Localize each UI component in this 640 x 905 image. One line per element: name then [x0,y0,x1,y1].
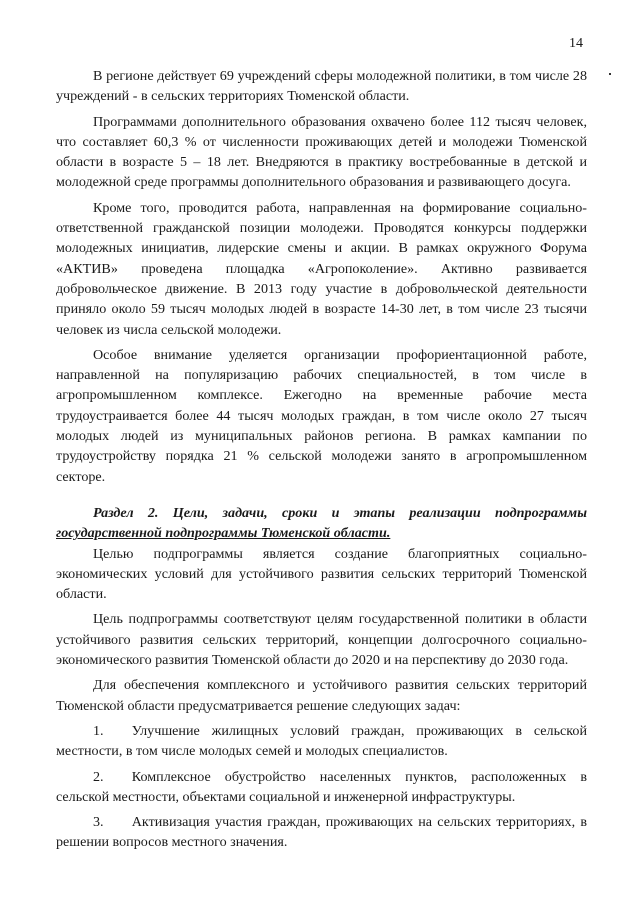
task-item-1: 1. Улучшение жилищных условий граждан, проживающих в сельской местности, в том числе молодых семей и молодых специалистов. [56,722,587,760]
paragraph-2: Программами дополнительного образования охвачено более 112 тысяч человек, что составляет 60,3 % от численности проживающих детей и молодежи Тюменской области в возрасте 5 – 18 лет. Внедряются в практику востребованные в детской и молодежной среде программы дополнительного образования и развивающего досуга. [56,113,587,191]
section-heading [56,503,587,544]
task-item-3: 3. Активизация участия граждан, проживающих на сельских территориях, в решении вопросов местного значения. [56,814,587,851]
section-paragraph-1: Целью подпрограммы является создание благоприятных социально-экономических условий для устойчивого развития сельских территорий Тюменской области. [56,545,587,603]
section-paragraph-3: Для обеспечения комплексного и устойчивого развития сельских территорий Тюменской области предусматривается решение следующих задач: [56,677,587,714]
paragraph-1: В регионе действует 69 учреждений сферы молодежной политики, в том числе 28 учреждений - в сельских территориях Тюменской области. [56,68,587,105]
document-body [56,66,587,853]
scan-mark [609,73,611,75]
section-paragraph-2: Цель подпрограммы соответствуют целям государственной политики в области устойчивого развития сельских территорий, концепции долгосрочного социально-экономического развития Тюменской области до 2020 и на перспективу до 2030 года. [56,611,587,669]
paragraph-3: Кроме того, проводится работа, направленная на формирование социально-ответственной гражданской позиции молодежи. Проводятся конкурсы поддержки молодежных инициатив, лидерские смены и акции. В рамках окружного Форума «АКТИВ» проведена площадка «Агропоколение». Активно развивается добровольческое движение. В 2013 году участие в добровольческой деятельности приняло около 59 тысяч молодых людей в возрасте 14-30 лет, в том числе 23 тысячи человек из числа сельской молодежи. [56,199,587,338]
task-item-2: 2. Комплексное обустройство населенных пунктов, расположенных в сельской местности, объектами социальной и инженерной инфраструктуры. [56,768,587,805]
section-heading-part1: Раздел 2. Цели, задачи, сроки и этапы реализации подпрограммы [93,504,587,521]
paragraph-4: Особое внимание уделяется организации профориентационной работе, направленной на популяризацию рабочих специальностей, в том числе в агропромышленном комплексе. Ежегодно на временные рабочие места трудоустраивается более 44 тысяч молодых граждан, в том числе около 27 тысяч молодых людей из муниципальных районов региона. В рамках кампании по трудоустройству порядка 21 % сельской молодежи занято в агропромышленном секторе. [56,346,587,485]
page-number: 14 [569,36,583,51]
section-heading-part2: государственной подпрограммы Тюменской области. [56,525,391,542]
